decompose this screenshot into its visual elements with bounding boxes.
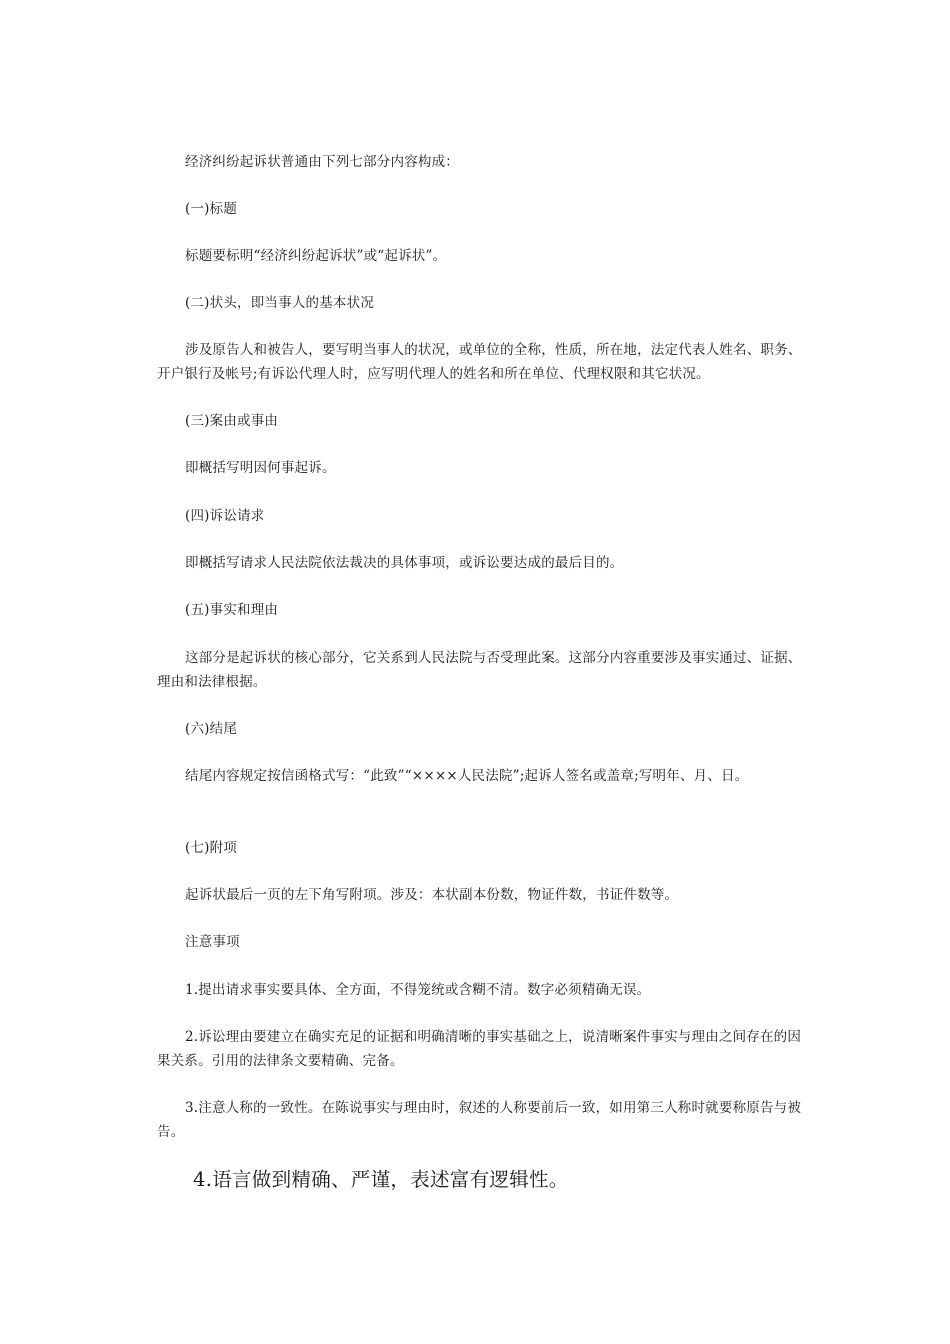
facts-paragraph: 这部分是起诉状的核心部分，它关系到人民法院与否受理此案。这部分内容重要涉及事实通过、证据、理由和法律根据。 [157, 650, 802, 690]
section-heading-facts: (五)事实和理由 [185, 602, 279, 618]
note-item-3: 3.注意人称的一致性。在陈说事实与理由时，叙述的人称要前后一致，如用第三人称时就要称原告与被告。 [157, 1100, 802, 1140]
attachments-paragraph: 起诉状最后一页的左下角写附项。涉及：本状副本份数，物证件数，书证件数等。 [185, 887, 679, 903]
note-item-1: 1.提出请求事实要具体、全方面，不得笼统或含糊不清。数字必须精确无误。 [185, 982, 651, 998]
section-heading-header: (二)状头，即当事人的基本状况 [185, 295, 375, 311]
section-heading-claims: (四)诉讼请求 [185, 508, 265, 524]
intro-paragraph: 经济纠纷起诉状普通由下列七部分内容构成： [185, 154, 459, 170]
claims-paragraph: 即概括写请求人民法院依法裁决的具体事项，或诉讼要达成的最后目的。 [185, 555, 624, 571]
title-paragraph: 标题要标明“经济纠纷起诉状”或“起诉状”。 [185, 248, 447, 264]
notes-heading: 注意事项 [185, 934, 240, 950]
note-item-2: 2.诉讼理由要建立在确实充足的证据和明确清晰的事实基础之上，说清晰案件事实与理由之间存在的因果关系。引用的法律条文要精确、完备。 [157, 1029, 802, 1069]
note-item-4: 4.语言做到精确、严谨，表述富有逻辑性。 [193, 1168, 569, 1191]
section-heading-cause: (三)案由或事由 [185, 413, 279, 429]
section-heading-title: (一)标题 [185, 201, 238, 217]
cause-paragraph: 即概括写明因何事起诉。 [185, 460, 336, 476]
section-heading-attachments: (七)附项 [185, 840, 238, 856]
ending-paragraph: 结尾内容规定按信函格式写：“此致”“××××人民法院”;起诉人签名或盖章;写明年、月、日。 [185, 768, 749, 784]
header-paragraph: 涉及原告人和被告人，要写明当事人的状况，或单位的全称，性质，所在地，法定代表人姓名、职务、开户银行及帐号;有诉讼代理人时，应写明代理人的姓名和所在单位、代理权限和其它状况。 [157, 342, 802, 382]
section-heading-ending: (六)结尾 [185, 721, 238, 737]
